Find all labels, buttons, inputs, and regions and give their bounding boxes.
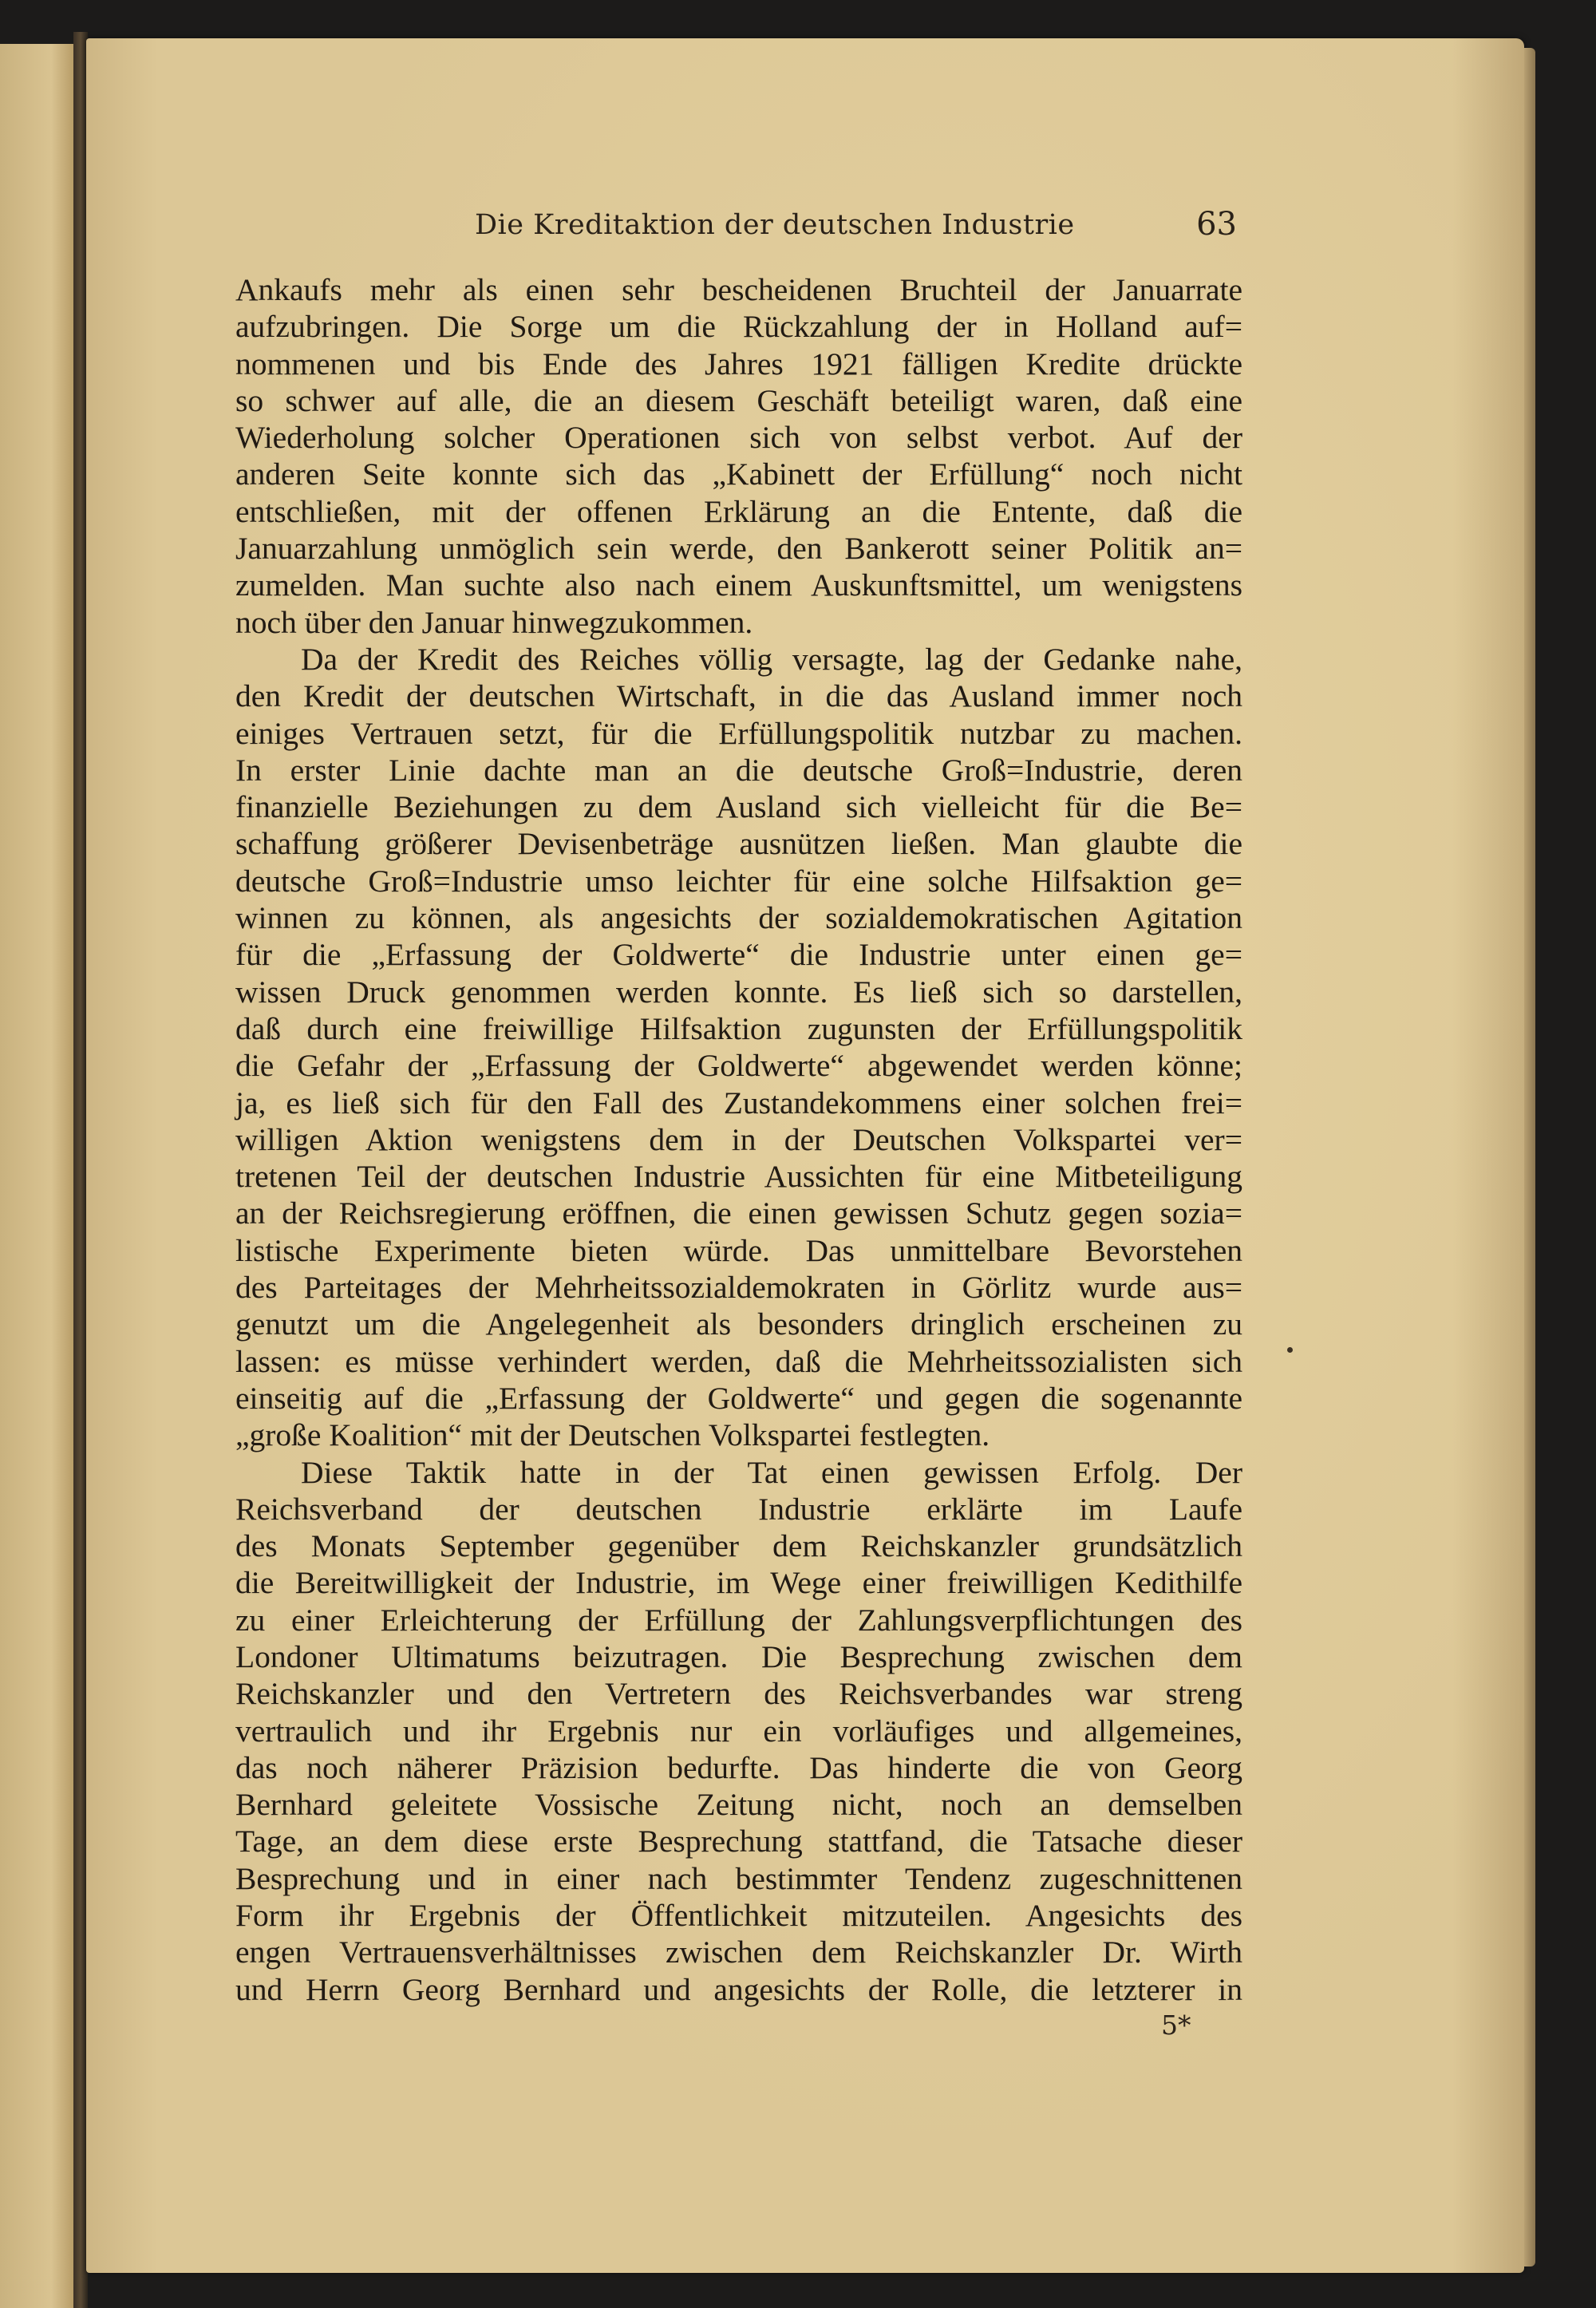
text-line: Bernhard geleitete Vossische Zeitung nicht, noch an demselben [235, 1787, 1242, 1823]
text-line: winnen zu können, als angesichts der sozialdemokratischen Agitation [235, 900, 1242, 936]
text-line: anderen Seite konnte sich das „Kabinett der Erfüllung“ noch nicht [235, 456, 1242, 492]
text-line: wissen Druck genommen werden konnte. Es ließ sich so darstellen, [235, 974, 1242, 1010]
text-line: des Monats September gegenüber dem Reichskanzler grundsätzlich [235, 1528, 1242, 1564]
text-line: finanzielle Beziehungen zu dem Ausland sich vielleicht für die Be= [235, 789, 1242, 825]
text-line: deutsche Groß=Industrie umso leichter für eine solche Hilfsaktion ge= [235, 863, 1242, 899]
text-line: vertraulich und ihr Ergebnis nur ein vorläufiges und allgemeines, [235, 1713, 1242, 1749]
running-head: Die Kreditaktion der deutschen Industrie [475, 209, 1075, 241]
text-line: Wiederholung solcher Operationen sich von selbst verbot. Auf der [235, 420, 1242, 456]
text-line: entschließen, mit der offenen Erklärung an die Entente, daß die [235, 493, 1242, 529]
text-line: Form ihr Ergebnis der Öffentlichkeit mitzuteilen. Angesichts des [235, 1898, 1242, 1934]
text-line: tretenen Teil der deutschen Industrie Aussichten für eine Mitbeteiligung [235, 1159, 1242, 1195]
text-line: genutzt um die Angelegenheit als besonders dringlich erscheinen zu [235, 1306, 1242, 1342]
page-number: 63 [1196, 206, 1237, 243]
text-line: den Kredit der deutschen Wirtschaft, in die das Ausland immer noch [235, 678, 1242, 714]
text-line: an der Reichsregierung eröffnen, die einen gewissen Schutz gegen sozia= [235, 1195, 1242, 1231]
text-line: daß durch eine freiwillige Hilfsaktion zugunsten der Erfüllungspolitik [235, 1010, 1242, 1046]
text-line: einiges Vertrauen setzt, für die Erfüllungspolitik nutzbar zu machen. [235, 715, 1242, 751]
text-line: zu einer Erleichterung der Erfüllung der Zahlungsverpflichtungen des [235, 1602, 1242, 1638]
text-line: lassen: es müsse verhindert werden, daß die Mehrheitssozialisten sich [235, 1343, 1242, 1379]
text-line: ja, es ließ sich für den Fall des Zustandekommens einer solchen frei= [235, 1085, 1242, 1120]
page-right-edge [1524, 48, 1535, 2267]
text-line: Tage, an dem diese erste Besprechung stattfand, die Tatsache dieser [235, 1824, 1242, 1859]
text-line: die Gefahr der „Erfassung der Goldwerte“ abgewendet werden könne; [235, 1048, 1242, 1084]
text-line: „große Koalition“ mit der Deutschen Volkspartei festlegten. [235, 1417, 990, 1453]
text-line: und Herrn Georg Bernhard und angesichts der Rolle, die letzterer in [235, 1971, 1242, 2007]
text-line: einseitig auf die „Erfassung der Goldwerte“ und gegen die sogenannte [235, 1380, 1242, 1416]
text-line: aufzubringen. Die Sorge um die Rückzahlung der in Holland auf= [235, 309, 1242, 345]
text-line: Diese Taktik hatte in der Tat einen gewissen Erfolg. Der [301, 1454, 1242, 1490]
text-line: nommenen und bis Ende des Jahres 1921 fälligen Kredite drückte [235, 346, 1242, 381]
text-line: Reichsverband der deutschen Industrie erklärte im Laufe [235, 1491, 1242, 1527]
text-line: engen Vertrauensverhältnisses zwischen dem Reichskanzler Dr. Wirth [235, 1935, 1242, 1970]
text-line: schaffung größerer Devisenbeträge ausnützen ließen. Man glaubte die [235, 826, 1242, 862]
text-line: zumelden. Man suchte also nach einem Auskunftsmittel, um wenigstens [235, 567, 1242, 603]
margin-mark [1287, 1347, 1293, 1353]
text-line: willigen Aktion wenigstens dem in der Deutschen Volkspartei ver= [235, 1121, 1242, 1157]
text-line: so schwer auf alle, die an diesem Geschäft beteiligt waren, daß eine [235, 382, 1242, 418]
page-header [235, 206, 1237, 246]
text-line: Besprechung und in einer nach bestimmter Tendenz zugeschnittenen [235, 1860, 1242, 1896]
signature-mark: 5* [1161, 2010, 1191, 2041]
text-line: für die „Erfassung der Goldwerte“ die Industrie unter einen ge= [235, 937, 1242, 973]
body-text [235, 271, 1242, 2008]
text-line: Reichskanzler und den Vertretern des Reichsverbandes war streng [235, 1676, 1242, 1712]
text-line: Januarzahlung unmöglich sein werde, den Bankerott seiner Politik an= [235, 531, 1242, 567]
text-line: listische Experimente bieten würde. Das unmittelbare Bevorstehen [235, 1232, 1242, 1268]
text-line: In erster Linie dachte man an die deutsche Groß=Industrie, deren [235, 752, 1242, 788]
text-line: Ankaufs mehr als einen sehr bescheidenen Bruchteil der Januarrate [235, 272, 1242, 307]
left-page-edge [0, 44, 73, 2308]
text-line: noch über den Januar hinwegzukommen. [235, 604, 753, 640]
text-line: die Bereitwilligkeit der Industrie, im Wege einer freiwilligen Kedithilfe [235, 1565, 1242, 1601]
text-line: das noch näherer Präzision bedurfte. Das hinderte die von Georg [235, 1749, 1242, 1785]
text-line: Da der Kredit des Reiches völlig versagte, lag der Gedanke nahe, [301, 641, 1242, 677]
text-line: des Parteitages der Mehrheitssozialdemokraten in Görlitz wurde aus= [235, 1270, 1242, 1306]
text-line: Londoner Ultimatums beizutragen. Die Besprechung zwischen dem [235, 1638, 1242, 1674]
